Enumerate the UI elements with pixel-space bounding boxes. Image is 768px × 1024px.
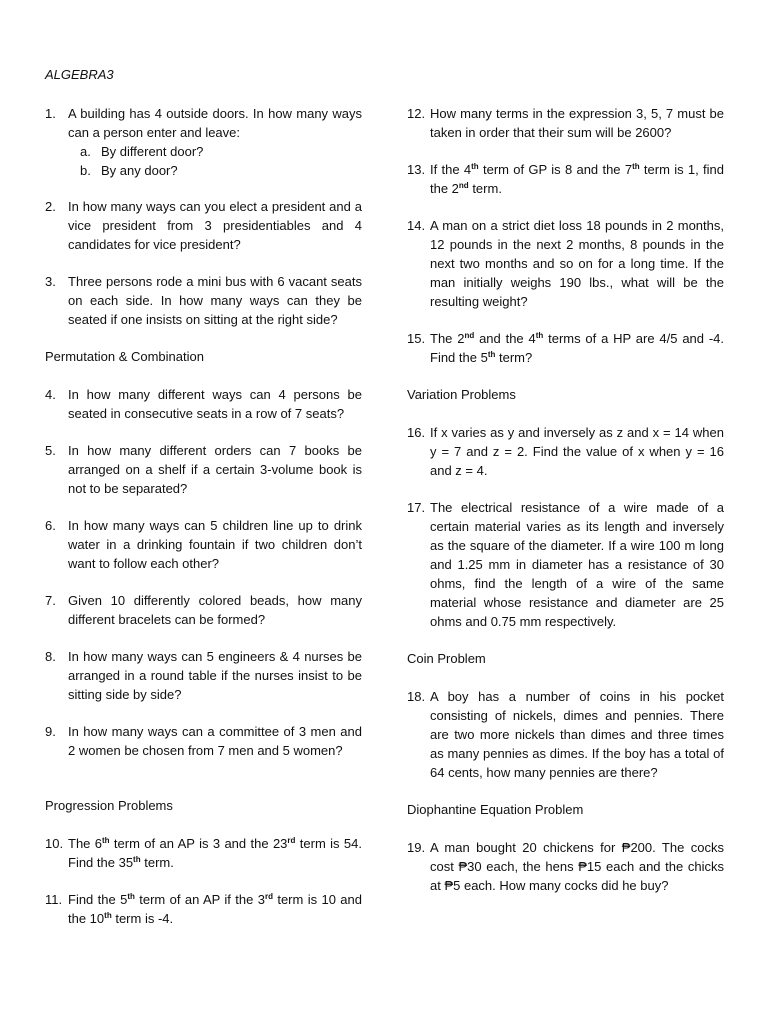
problem-text: A man bought 20 chickens for ₱200. The cocks cost ₱30 each, the hens ₱15 each and the chicks at ₱5 each. How many cocks did he buy? xyxy=(430,840,724,893)
problem-text: Three persons rode a mini bus with 6 vacant seats on each side. In how many ways can they be seated if one insists on sitting at the right side? xyxy=(68,274,362,327)
problem-text: The electrical resistance of a wire made of a certain material varies as its length and inversely as the square of the diameter. If a wire 100 m long and 1.25 mm in diameter has a resistance of 30 ohms, find the length of a wire of the same material whose resistance and diameter are 25 ohms and 0.75 mm respectively. xyxy=(430,500,724,629)
problem-1 xyxy=(45,104,362,142)
problem-14 xyxy=(407,216,724,311)
sub-question-text: By different door? xyxy=(101,144,204,159)
problem-5 xyxy=(45,441,362,498)
problem-text: The 6th term of an AP is 3 and the 23rd term is 54. Find the 35th term. xyxy=(68,836,362,870)
problem-19 xyxy=(407,838,724,895)
problem-18 xyxy=(407,687,724,782)
right-column xyxy=(407,104,724,895)
problem-text: If x varies as y and inversely as z and x = 14 when y = 7 and z = 2. Find the value of x when y = 16 and z = 4. xyxy=(430,425,724,478)
problem-text: How many terms in the expression 3, 5, 7 must be taken in order that their sum will be 2600? xyxy=(430,106,724,140)
problem-8 xyxy=(45,647,362,704)
problem-text: In how many ways can 5 children line up to drink water in a drinking fountain if two children don’t want to follow each other? xyxy=(68,518,362,571)
problem-7 xyxy=(45,591,362,629)
problem-number: 7. xyxy=(45,593,56,608)
problem-text: In how many different ways can 4 persons be seated in consecutive seats in a row of 7 seats? xyxy=(68,387,362,421)
sub-question xyxy=(80,161,362,180)
problem-text: In how many different orders can 7 books be arranged on a shelf if a certain 3-volume book is not to be separated? xyxy=(68,443,362,496)
problem-17 xyxy=(407,498,724,631)
problem-text: Given 10 differently colored beads, how many different bracelets can be formed? xyxy=(68,593,362,627)
problem-text: In how many ways can 5 engineers & 4 nurses be arranged in a round table if the nurses insist to be sitting side by side? xyxy=(68,649,362,702)
problem-10 xyxy=(45,834,362,872)
problem-15 xyxy=(407,329,724,367)
problem-text: In how many ways can a committee of 3 men and 2 women be chosen from 7 men and 5 women? xyxy=(68,724,362,758)
problem-number: 5. xyxy=(45,443,56,458)
problem-16 xyxy=(407,423,724,480)
problem-13 xyxy=(407,160,724,198)
problem-text: The 2nd and the 4th terms of a HP are 4/5 and -4. Find the 5th term? xyxy=(430,331,725,365)
section-heading-coin: Coin Problem xyxy=(407,651,486,666)
problem-11 xyxy=(45,890,362,928)
problem-12 xyxy=(407,104,724,142)
section-heading-variation: Variation Problems xyxy=(407,387,516,402)
problem-text: In how many ways can you elect a president and a vice president from 3 presidentiables and 4 candidates for vice president? xyxy=(68,199,362,252)
problem-number: 12. xyxy=(407,106,426,121)
sub-question-letter: b. xyxy=(80,163,91,178)
sub-question-letter: a. xyxy=(80,144,91,159)
problem-number: 10. xyxy=(45,836,64,851)
problem-number: 13. xyxy=(407,162,426,177)
problem-6 xyxy=(45,516,362,573)
left-column xyxy=(45,104,362,928)
problem-number: 11. xyxy=(45,892,63,907)
problem-3 xyxy=(45,272,362,329)
problem-number: 6. xyxy=(45,518,56,533)
page-title: ALGEBRA3 xyxy=(45,67,114,82)
problem-number: 3. xyxy=(45,274,56,289)
problem-number: 8. xyxy=(45,649,56,664)
problem-number: 17. xyxy=(407,500,426,515)
problem-text: A boy has a number of coins in his pocket consisting of nickels, dimes and pennies. There are two more nickels than dimes and three times as many pennies as dimes. If the boy has a total of 64 cents, how many pennies are there? xyxy=(430,689,724,780)
problem-number: 19. xyxy=(407,840,426,855)
section-heading-diophantine: Diophantine Equation Problem xyxy=(407,802,584,817)
problem-number: 16. xyxy=(407,425,426,440)
problem-number: 18. xyxy=(407,689,426,704)
problem-4 xyxy=(45,385,362,423)
problem-text: Find the 5th term of an AP if the 3rd term is 10 and the 10th term is -4. xyxy=(68,892,362,926)
sub-question-text: By any door? xyxy=(101,163,178,178)
problem-text: A building has 4 outside doors. In how many ways can a person enter and leave: xyxy=(68,106,362,140)
problem-number: 15. xyxy=(407,331,426,346)
problem-number: 14. xyxy=(407,218,426,233)
problem-number: 9. xyxy=(45,724,56,739)
problem-text: A man on a strict diet loss 18 pounds in 2 months, 12 pounds in the next 2 months, 8 pounds in the next two months and so on for a long time. If the man initially weighs 190 lbs., what will be the resulting weight? xyxy=(430,218,724,309)
problem-number: 1. xyxy=(45,106,56,121)
problem-number: 4. xyxy=(45,387,56,402)
section-heading-progression: Progression Problems xyxy=(45,798,173,813)
sub-question xyxy=(80,142,362,161)
problem-2 xyxy=(45,197,362,254)
sub-question-list xyxy=(45,142,362,180)
problem-9 xyxy=(45,722,362,760)
problem-text: If the 4th term of GP is 8 and the 7th term is 1, find the 2nd term. xyxy=(430,162,724,196)
problem-number: 2. xyxy=(45,199,56,214)
section-heading-permutation: Permutation & Combination xyxy=(45,349,204,364)
